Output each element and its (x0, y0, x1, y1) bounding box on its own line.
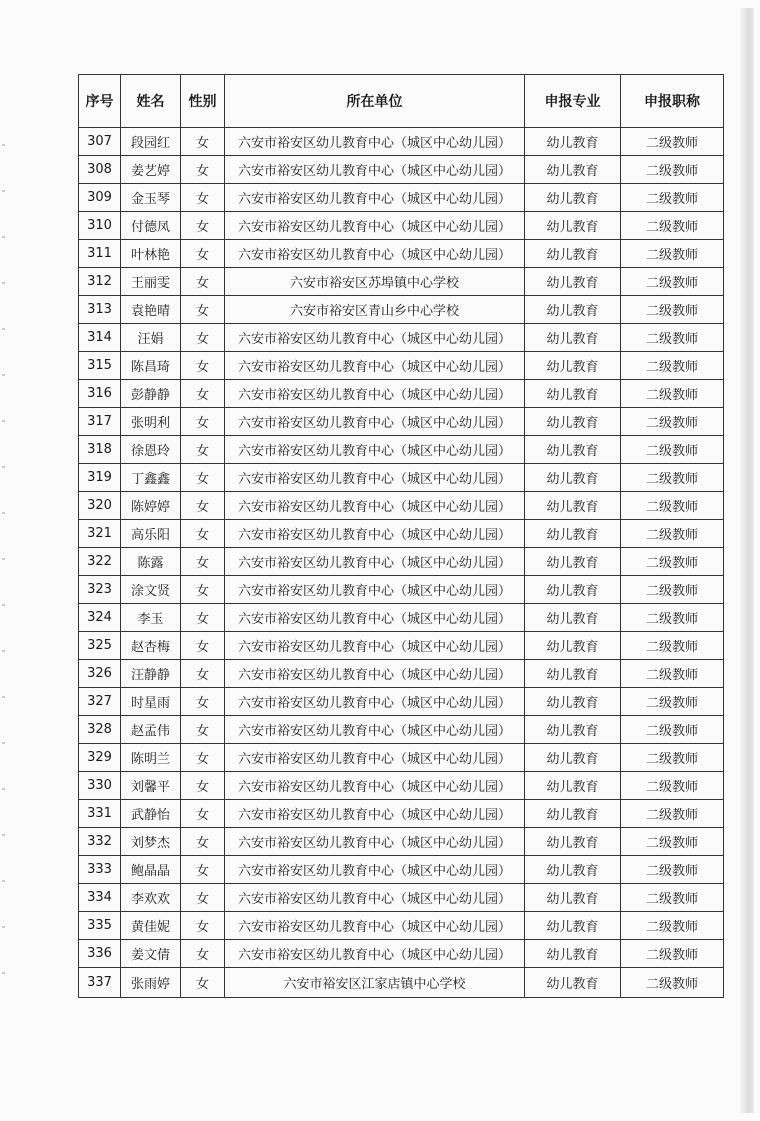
table-row (79, 716, 724, 744)
cell-title: 二级教师 (621, 128, 724, 156)
cell-no: 330 (79, 772, 121, 800)
cell-title: 二级教师 (621, 268, 724, 296)
cell-major: 幼儿教育 (525, 744, 621, 772)
cell-name: 高乐阳 (121, 520, 181, 548)
table-row (79, 408, 724, 436)
cell-no: 327 (79, 688, 121, 716)
cell-major: 幼儿教育 (525, 212, 621, 240)
table-row (79, 968, 724, 998)
cell-no: 332 (79, 828, 121, 856)
cell-title: 二级教师 (621, 352, 724, 380)
cell-name: 汪静静 (121, 660, 181, 688)
cell-gender: 女 (181, 240, 225, 268)
binding-marks (2, 100, 5, 1000)
cell-name: 姜艺婷 (121, 156, 181, 184)
cell-gender: 女 (181, 352, 225, 380)
table-row (79, 128, 724, 156)
table-row (79, 772, 724, 800)
cell-name: 彭静静 (121, 380, 181, 408)
cell-name: 段园红 (121, 128, 181, 156)
cell-name: 金玉琴 (121, 184, 181, 212)
cell-major: 幼儿教育 (525, 436, 621, 464)
cell-gender: 女 (181, 576, 225, 604)
header-gender: 性别 (181, 75, 225, 128)
cell-title: 二级教师 (621, 660, 724, 688)
cell-no: 314 (79, 324, 121, 352)
cell-name: 时星雨 (121, 688, 181, 716)
cell-title: 二级教师 (621, 940, 724, 968)
cell-gender: 女 (181, 436, 225, 464)
cell-major: 幼儿教育 (525, 492, 621, 520)
table-row (79, 184, 724, 212)
cell-no: 320 (79, 492, 121, 520)
cell-gender: 女 (181, 296, 225, 324)
cell-unit: 六安市裕安区幼儿教育中心（城区中心幼儿园） (225, 940, 525, 968)
cell-no: 312 (79, 268, 121, 296)
cell-name: 张雨婷 (121, 968, 181, 998)
cell-name: 陈明兰 (121, 744, 181, 772)
cell-unit: 六安市裕安区苏埠镇中心学校 (225, 268, 525, 296)
table-row (79, 940, 724, 968)
cell-major: 幼儿教育 (525, 352, 621, 380)
cell-title: 二级教师 (621, 212, 724, 240)
cell-title: 二级教师 (621, 772, 724, 800)
cell-gender: 女 (181, 828, 225, 856)
cell-no: 322 (79, 548, 121, 576)
cell-major: 幼儿教育 (525, 660, 621, 688)
cell-major: 幼儿教育 (525, 156, 621, 184)
cell-unit: 六安市裕安区幼儿教育中心（城区中心幼儿园） (225, 604, 525, 632)
cell-gender: 女 (181, 492, 225, 520)
cell-gender: 女 (181, 156, 225, 184)
header-unit: 所在单位 (225, 75, 525, 128)
table-row (79, 240, 724, 268)
cell-title: 二级教师 (621, 464, 724, 492)
cell-no: 321 (79, 520, 121, 548)
cell-title: 二级教师 (621, 884, 724, 912)
cell-name: 叶林艳 (121, 240, 181, 268)
cell-unit: 六安市裕安区幼儿教育中心（城区中心幼儿园） (225, 744, 525, 772)
cell-name: 刘梦杰 (121, 828, 181, 856)
cell-title: 二级教师 (621, 912, 724, 940)
cell-no: 313 (79, 296, 121, 324)
cell-major: 幼儿教育 (525, 940, 621, 968)
cell-major: 幼儿教育 (525, 240, 621, 268)
cell-gender: 女 (181, 324, 225, 352)
table-row (79, 352, 724, 380)
cell-no: 307 (79, 128, 121, 156)
cell-gender: 女 (181, 604, 225, 632)
cell-gender: 女 (181, 912, 225, 940)
table-row (79, 268, 724, 296)
table-row (79, 296, 724, 324)
cell-major: 幼儿教育 (525, 716, 621, 744)
table-row (79, 520, 724, 548)
cell-gender: 女 (181, 184, 225, 212)
cell-no: 336 (79, 940, 121, 968)
cell-major: 幼儿教育 (525, 968, 621, 998)
cell-title: 二级教师 (621, 688, 724, 716)
cell-no: 328 (79, 716, 121, 744)
cell-major: 幼儿教育 (525, 296, 621, 324)
cell-name: 涂文贤 (121, 576, 181, 604)
cell-unit: 六安市裕安区幼儿教育中心（城区中心幼儿园） (225, 800, 525, 828)
cell-name: 李玉 (121, 604, 181, 632)
cell-no: 323 (79, 576, 121, 604)
cell-no: 324 (79, 604, 121, 632)
cell-gender: 女 (181, 688, 225, 716)
cell-gender: 女 (181, 856, 225, 884)
cell-name: 赵杏梅 (121, 632, 181, 660)
table-row (79, 884, 724, 912)
cell-name: 陈昌琦 (121, 352, 181, 380)
table-row (79, 548, 724, 576)
cell-unit: 六安市裕安区幼儿教育中心（城区中心幼儿园） (225, 548, 525, 576)
cell-gender: 女 (181, 772, 225, 800)
cell-unit: 六安市裕安区幼儿教育中心（城区中心幼儿园） (225, 716, 525, 744)
cell-title: 二级教师 (621, 184, 724, 212)
cell-name: 徐恩玲 (121, 436, 181, 464)
cell-no: 317 (79, 408, 121, 436)
table-row (79, 632, 724, 660)
cell-title: 二级教师 (621, 604, 724, 632)
cell-name: 付德凤 (121, 212, 181, 240)
cell-title: 二级教师 (621, 856, 724, 884)
cell-no: 337 (79, 968, 121, 998)
cell-major: 幼儿教育 (525, 268, 621, 296)
cell-name: 黄佳妮 (121, 912, 181, 940)
table-header-row (79, 75, 724, 128)
cell-no: 325 (79, 632, 121, 660)
cell-title: 二级教师 (621, 716, 724, 744)
cell-major: 幼儿教育 (525, 772, 621, 800)
cell-no: 311 (79, 240, 121, 268)
cell-major: 幼儿教育 (525, 464, 621, 492)
cell-unit: 六安市裕安区幼儿教育中心（城区中心幼儿园） (225, 856, 525, 884)
cell-name: 刘馨平 (121, 772, 181, 800)
cell-unit: 六安市裕安区幼儿教育中心（城区中心幼儿园） (225, 156, 525, 184)
cell-gender: 女 (181, 884, 225, 912)
cell-name: 袁艳晴 (121, 296, 181, 324)
cell-major: 幼儿教育 (525, 828, 621, 856)
cell-gender: 女 (181, 268, 225, 296)
cell-name: 张明利 (121, 408, 181, 436)
cell-unit: 六安市裕安区幼儿教育中心（城区中心幼儿园） (225, 492, 525, 520)
cell-unit: 六安市裕安区幼儿教育中心（城区中心幼儿园） (225, 380, 525, 408)
cell-title: 二级教师 (621, 240, 724, 268)
cell-no: 329 (79, 744, 121, 772)
cell-name: 姜文倩 (121, 940, 181, 968)
cell-major: 幼儿教育 (525, 184, 621, 212)
header-major: 申报专业 (525, 75, 621, 128)
cell-title: 二级教师 (621, 408, 724, 436)
cell-no: 308 (79, 156, 121, 184)
table-row (79, 856, 724, 884)
cell-gender: 女 (181, 744, 225, 772)
cell-name: 王丽雯 (121, 268, 181, 296)
cell-name: 武静怡 (121, 800, 181, 828)
table-row (79, 744, 724, 772)
cell-title: 二级教师 (621, 828, 724, 856)
cell-unit: 六安市裕安区幼儿教育中心（城区中心幼儿园） (225, 688, 525, 716)
cell-gender: 女 (181, 380, 225, 408)
table-row (79, 436, 724, 464)
cell-unit: 六安市裕安区幼儿教育中心（城区中心幼儿园） (225, 240, 525, 268)
cell-unit: 六安市裕安区幼儿教育中心（城区中心幼儿园） (225, 632, 525, 660)
table-row (79, 576, 724, 604)
cell-gender: 女 (181, 128, 225, 156)
cell-no: 316 (79, 380, 121, 408)
cell-major: 幼儿教育 (525, 688, 621, 716)
cell-unit: 六安市裕安区幼儿教育中心（城区中心幼儿园） (225, 184, 525, 212)
cell-unit: 六安市裕安区幼儿教育中心（城区中心幼儿园） (225, 324, 525, 352)
cell-title: 二级教师 (621, 576, 724, 604)
cell-name: 赵孟伟 (121, 716, 181, 744)
cell-no: 333 (79, 856, 121, 884)
table-row (79, 464, 724, 492)
cell-unit: 六安市裕安区幼儿教育中心（城区中心幼儿园） (225, 212, 525, 240)
header-no: 序号 (79, 75, 121, 128)
cell-title: 二级教师 (621, 156, 724, 184)
cell-no: 315 (79, 352, 121, 380)
cell-gender: 女 (181, 464, 225, 492)
cell-unit: 六安市裕安区幼儿教育中心（城区中心幼儿园） (225, 408, 525, 436)
cell-unit: 六安市裕安区幼儿教育中心（城区中心幼儿园） (225, 436, 525, 464)
cell-unit: 六安市裕安区幼儿教育中心（城区中心幼儿园） (225, 660, 525, 688)
table-row (79, 212, 724, 240)
header-name: 姓名 (121, 75, 181, 128)
cell-unit: 六安市裕安区幼儿教育中心（城区中心幼儿园） (225, 912, 525, 940)
cell-gender: 女 (181, 212, 225, 240)
cell-major: 幼儿教育 (525, 408, 621, 436)
cell-name: 汪娟 (121, 324, 181, 352)
cell-unit: 六安市裕安区幼儿教育中心（城区中心幼儿园） (225, 576, 525, 604)
cell-unit: 六安市裕安区幼儿教育中心（城区中心幼儿园） (225, 464, 525, 492)
table-row (79, 660, 724, 688)
cell-major: 幼儿教育 (525, 912, 621, 940)
cell-no: 335 (79, 912, 121, 940)
cell-unit: 六安市裕安区青山乡中心学校 (225, 296, 525, 324)
table-row (79, 828, 724, 856)
cell-title: 二级教师 (621, 744, 724, 772)
cell-gender: 女 (181, 408, 225, 436)
cell-no: 326 (79, 660, 121, 688)
cell-no: 319 (79, 464, 121, 492)
cell-title: 二级教师 (621, 968, 724, 998)
applicant-table (78, 74, 724, 998)
cell-title: 二级教师 (621, 632, 724, 660)
cell-name: 陈婷婷 (121, 492, 181, 520)
cell-gender: 女 (181, 940, 225, 968)
cell-major: 幼儿教育 (525, 604, 621, 632)
cell-title: 二级教师 (621, 436, 724, 464)
table-row (79, 492, 724, 520)
cell-gender: 女 (181, 660, 225, 688)
cell-unit: 六安市裕安区江家店镇中心学校 (225, 968, 525, 998)
cell-major: 幼儿教育 (525, 632, 621, 660)
cell-title: 二级教师 (621, 492, 724, 520)
cell-title: 二级教师 (621, 324, 724, 352)
cell-major: 幼儿教育 (525, 576, 621, 604)
cell-title: 二级教师 (621, 800, 724, 828)
cell-no: 318 (79, 436, 121, 464)
cell-no: 310 (79, 212, 121, 240)
cell-unit: 六安市裕安区幼儿教育中心（城区中心幼儿园） (225, 828, 525, 856)
cell-unit: 六安市裕安区幼儿教育中心（城区中心幼儿园） (225, 884, 525, 912)
cell-no: 309 (79, 184, 121, 212)
cell-unit: 六安市裕安区幼儿教育中心（城区中心幼儿园） (225, 520, 525, 548)
cell-no: 334 (79, 884, 121, 912)
cell-major: 幼儿教育 (525, 884, 621, 912)
cell-gender: 女 (181, 520, 225, 548)
cell-title: 二级教师 (621, 296, 724, 324)
table-row (79, 324, 724, 352)
cell-major: 幼儿教育 (525, 324, 621, 352)
cell-name: 陈露 (121, 548, 181, 576)
cell-gender: 女 (181, 548, 225, 576)
cell-unit: 六安市裕安区幼儿教育中心（城区中心幼儿园） (225, 128, 525, 156)
cell-major: 幼儿教育 (525, 520, 621, 548)
cell-gender: 女 (181, 632, 225, 660)
table-row (79, 156, 724, 184)
cell-name: 丁鑫鑫 (121, 464, 181, 492)
cell-major: 幼儿教育 (525, 128, 621, 156)
table-row (79, 380, 724, 408)
table-row (79, 800, 724, 828)
table-row (79, 688, 724, 716)
cell-name: 李欢欢 (121, 884, 181, 912)
cell-no: 331 (79, 800, 121, 828)
cell-name: 鲍晶晶 (121, 856, 181, 884)
cell-major: 幼儿教育 (525, 800, 621, 828)
page-edge-shadow (740, 8, 754, 1113)
cell-unit: 六安市裕安区幼儿教育中心（城区中心幼儿园） (225, 352, 525, 380)
cell-major: 幼儿教育 (525, 548, 621, 576)
cell-gender: 女 (181, 968, 225, 998)
cell-unit: 六安市裕安区幼儿教育中心（城区中心幼儿园） (225, 772, 525, 800)
table-row (79, 912, 724, 940)
cell-title: 二级教师 (621, 520, 724, 548)
cell-title: 二级教师 (621, 548, 724, 576)
cell-major: 幼儿教育 (525, 856, 621, 884)
cell-gender: 女 (181, 800, 225, 828)
cell-title: 二级教师 (621, 380, 724, 408)
table-row (79, 604, 724, 632)
header-title: 申报职称 (621, 75, 724, 128)
cell-major: 幼儿教育 (525, 380, 621, 408)
cell-gender: 女 (181, 716, 225, 744)
